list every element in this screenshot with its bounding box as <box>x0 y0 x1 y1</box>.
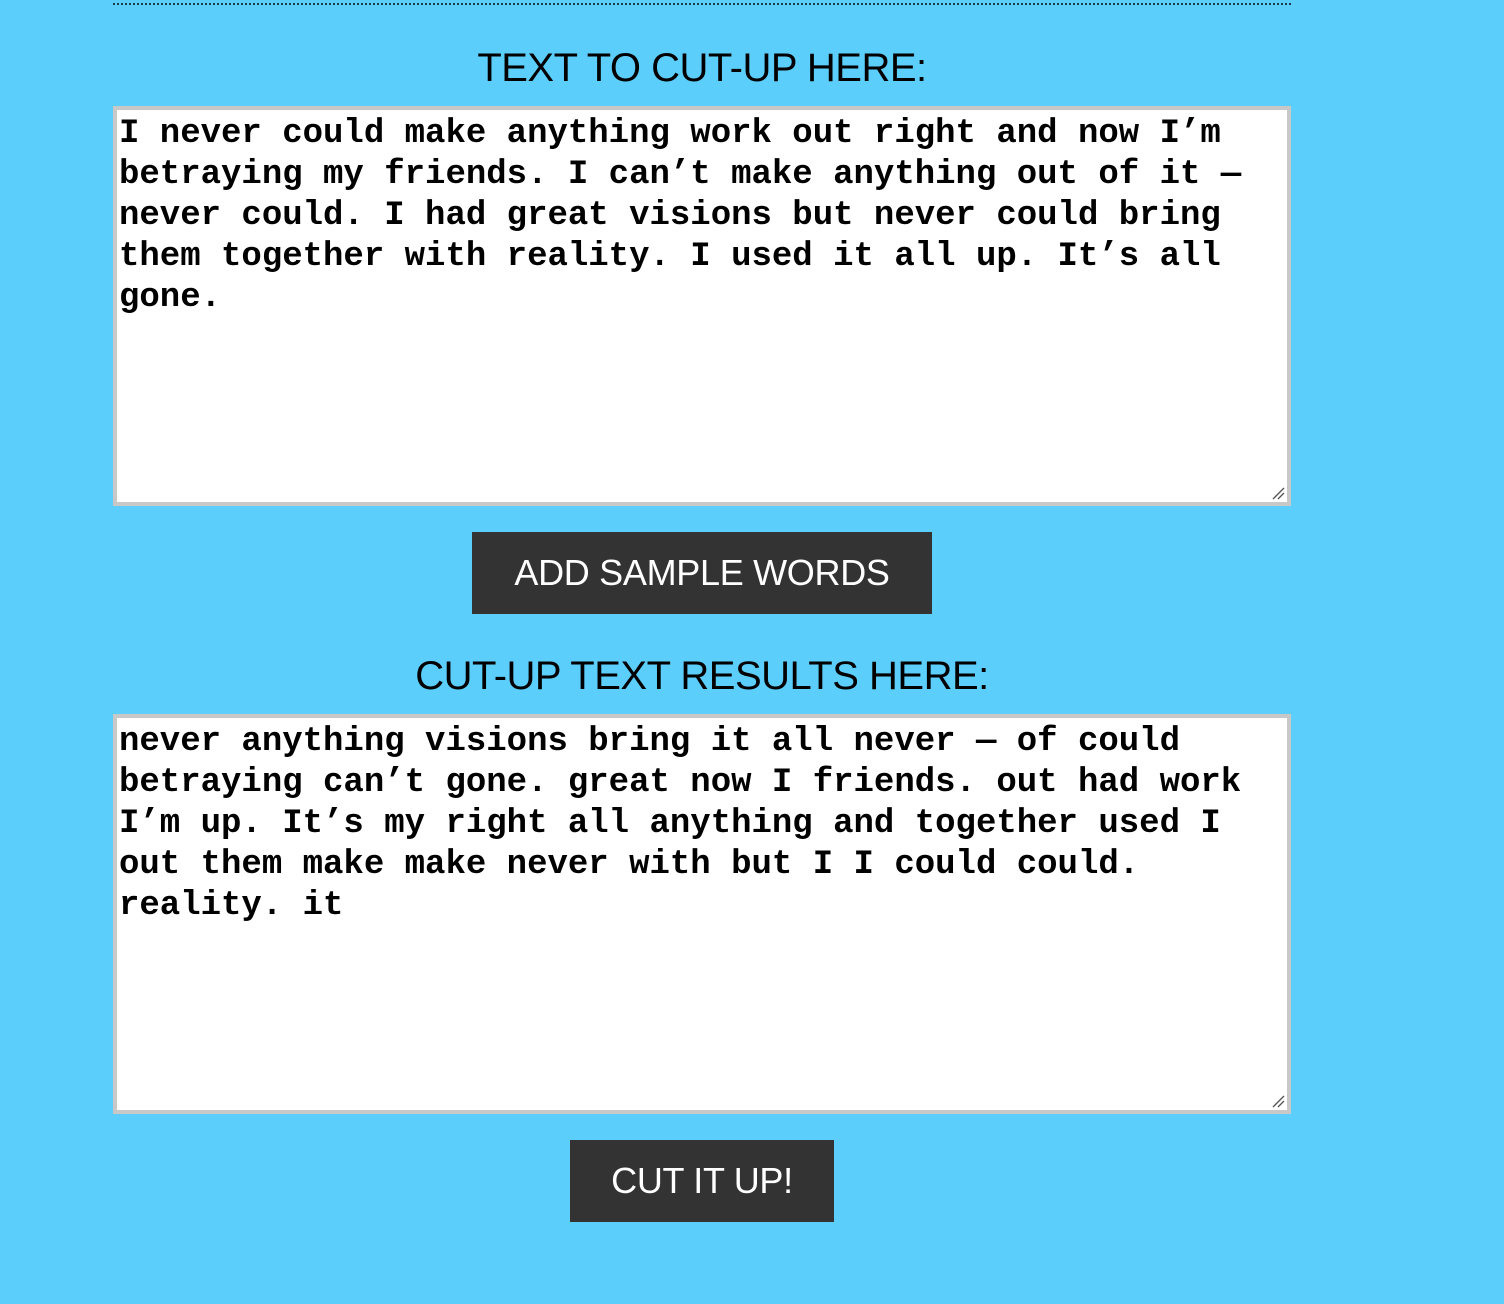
dotted-divider <box>113 3 1291 5</box>
output-textarea[interactable] <box>113 714 1291 1114</box>
resize-grip-icon[interactable] <box>1271 486 1285 500</box>
output-heading: CUT-UP TEXT RESULTS HERE: <box>415 654 989 698</box>
input-textarea[interactable] <box>113 106 1291 506</box>
input-heading: TEXT TO CUT-UP HERE: <box>477 46 927 90</box>
resize-grip-icon[interactable] <box>1271 1094 1285 1108</box>
add-sample-words-button[interactable]: ADD SAMPLE WORDS <box>472 532 932 614</box>
cut-it-up-button[interactable]: CUT IT UP! <box>570 1140 834 1222</box>
